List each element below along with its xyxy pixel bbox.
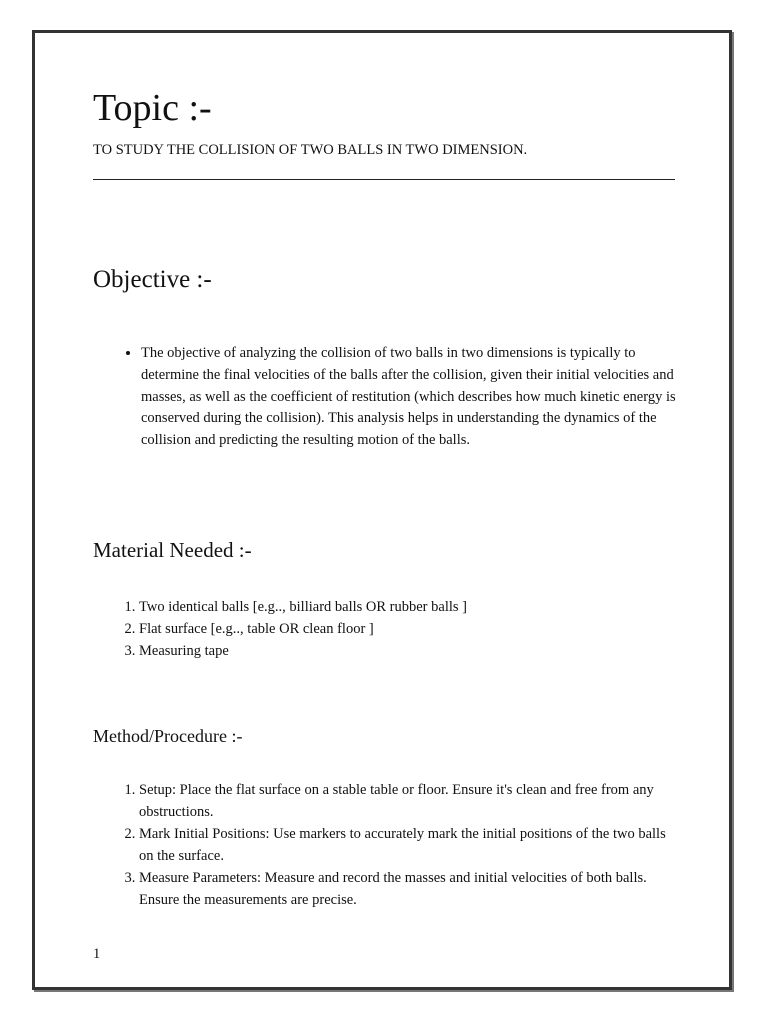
list-item: 3. Measure Parameters: Measure and record the masses and initial velocities of both balls. Ensure the measurements are precise. (139, 867, 678, 911)
page-number: 1 (93, 946, 101, 962)
material-heading: Material Needed :- (93, 538, 252, 562)
method-heading: Method/Procedure :- (93, 726, 243, 746)
material-list (93, 596, 678, 662)
list-item: 2. Mark Initial Positions: Use markers to accurately mark the initial positions of the two balls on the surface. (139, 823, 678, 867)
topic-heading: Topic :- (93, 87, 212, 129)
objective-heading: Objective :- (93, 266, 212, 293)
topic-subtitle: TO STUDY THE COLLISION OF TWO BALLS IN TWO DIMENSION. (93, 142, 528, 158)
horizontal-rule (93, 179, 675, 180)
method-list (93, 779, 678, 911)
objective-list (93, 343, 678, 452)
list-item: 3. Measuring tape (139, 640, 678, 662)
list-item: 1. Two identical balls [e.g.., billiard balls OR rubber balls ] (139, 596, 678, 618)
list-item: • The objective of analyzing the collision of two balls in two dimensions is typically to determine the final velocities of the balls after the collision, given their initial velocities and masses, as well as the coefficient of restitution (which describes how much kinetic energy is conserved during the collision). This analysis helps in understanding the dynamics of the collision and predicting the resulting motion of the balls. (141, 343, 678, 452)
list-item: 1. Setup: Place the flat surface on a stable table or floor. Ensure it's clean and free from any obstructions. (139, 779, 678, 823)
list-item: 2. Flat surface [e.g.., table OR clean floor ] (139, 618, 678, 640)
